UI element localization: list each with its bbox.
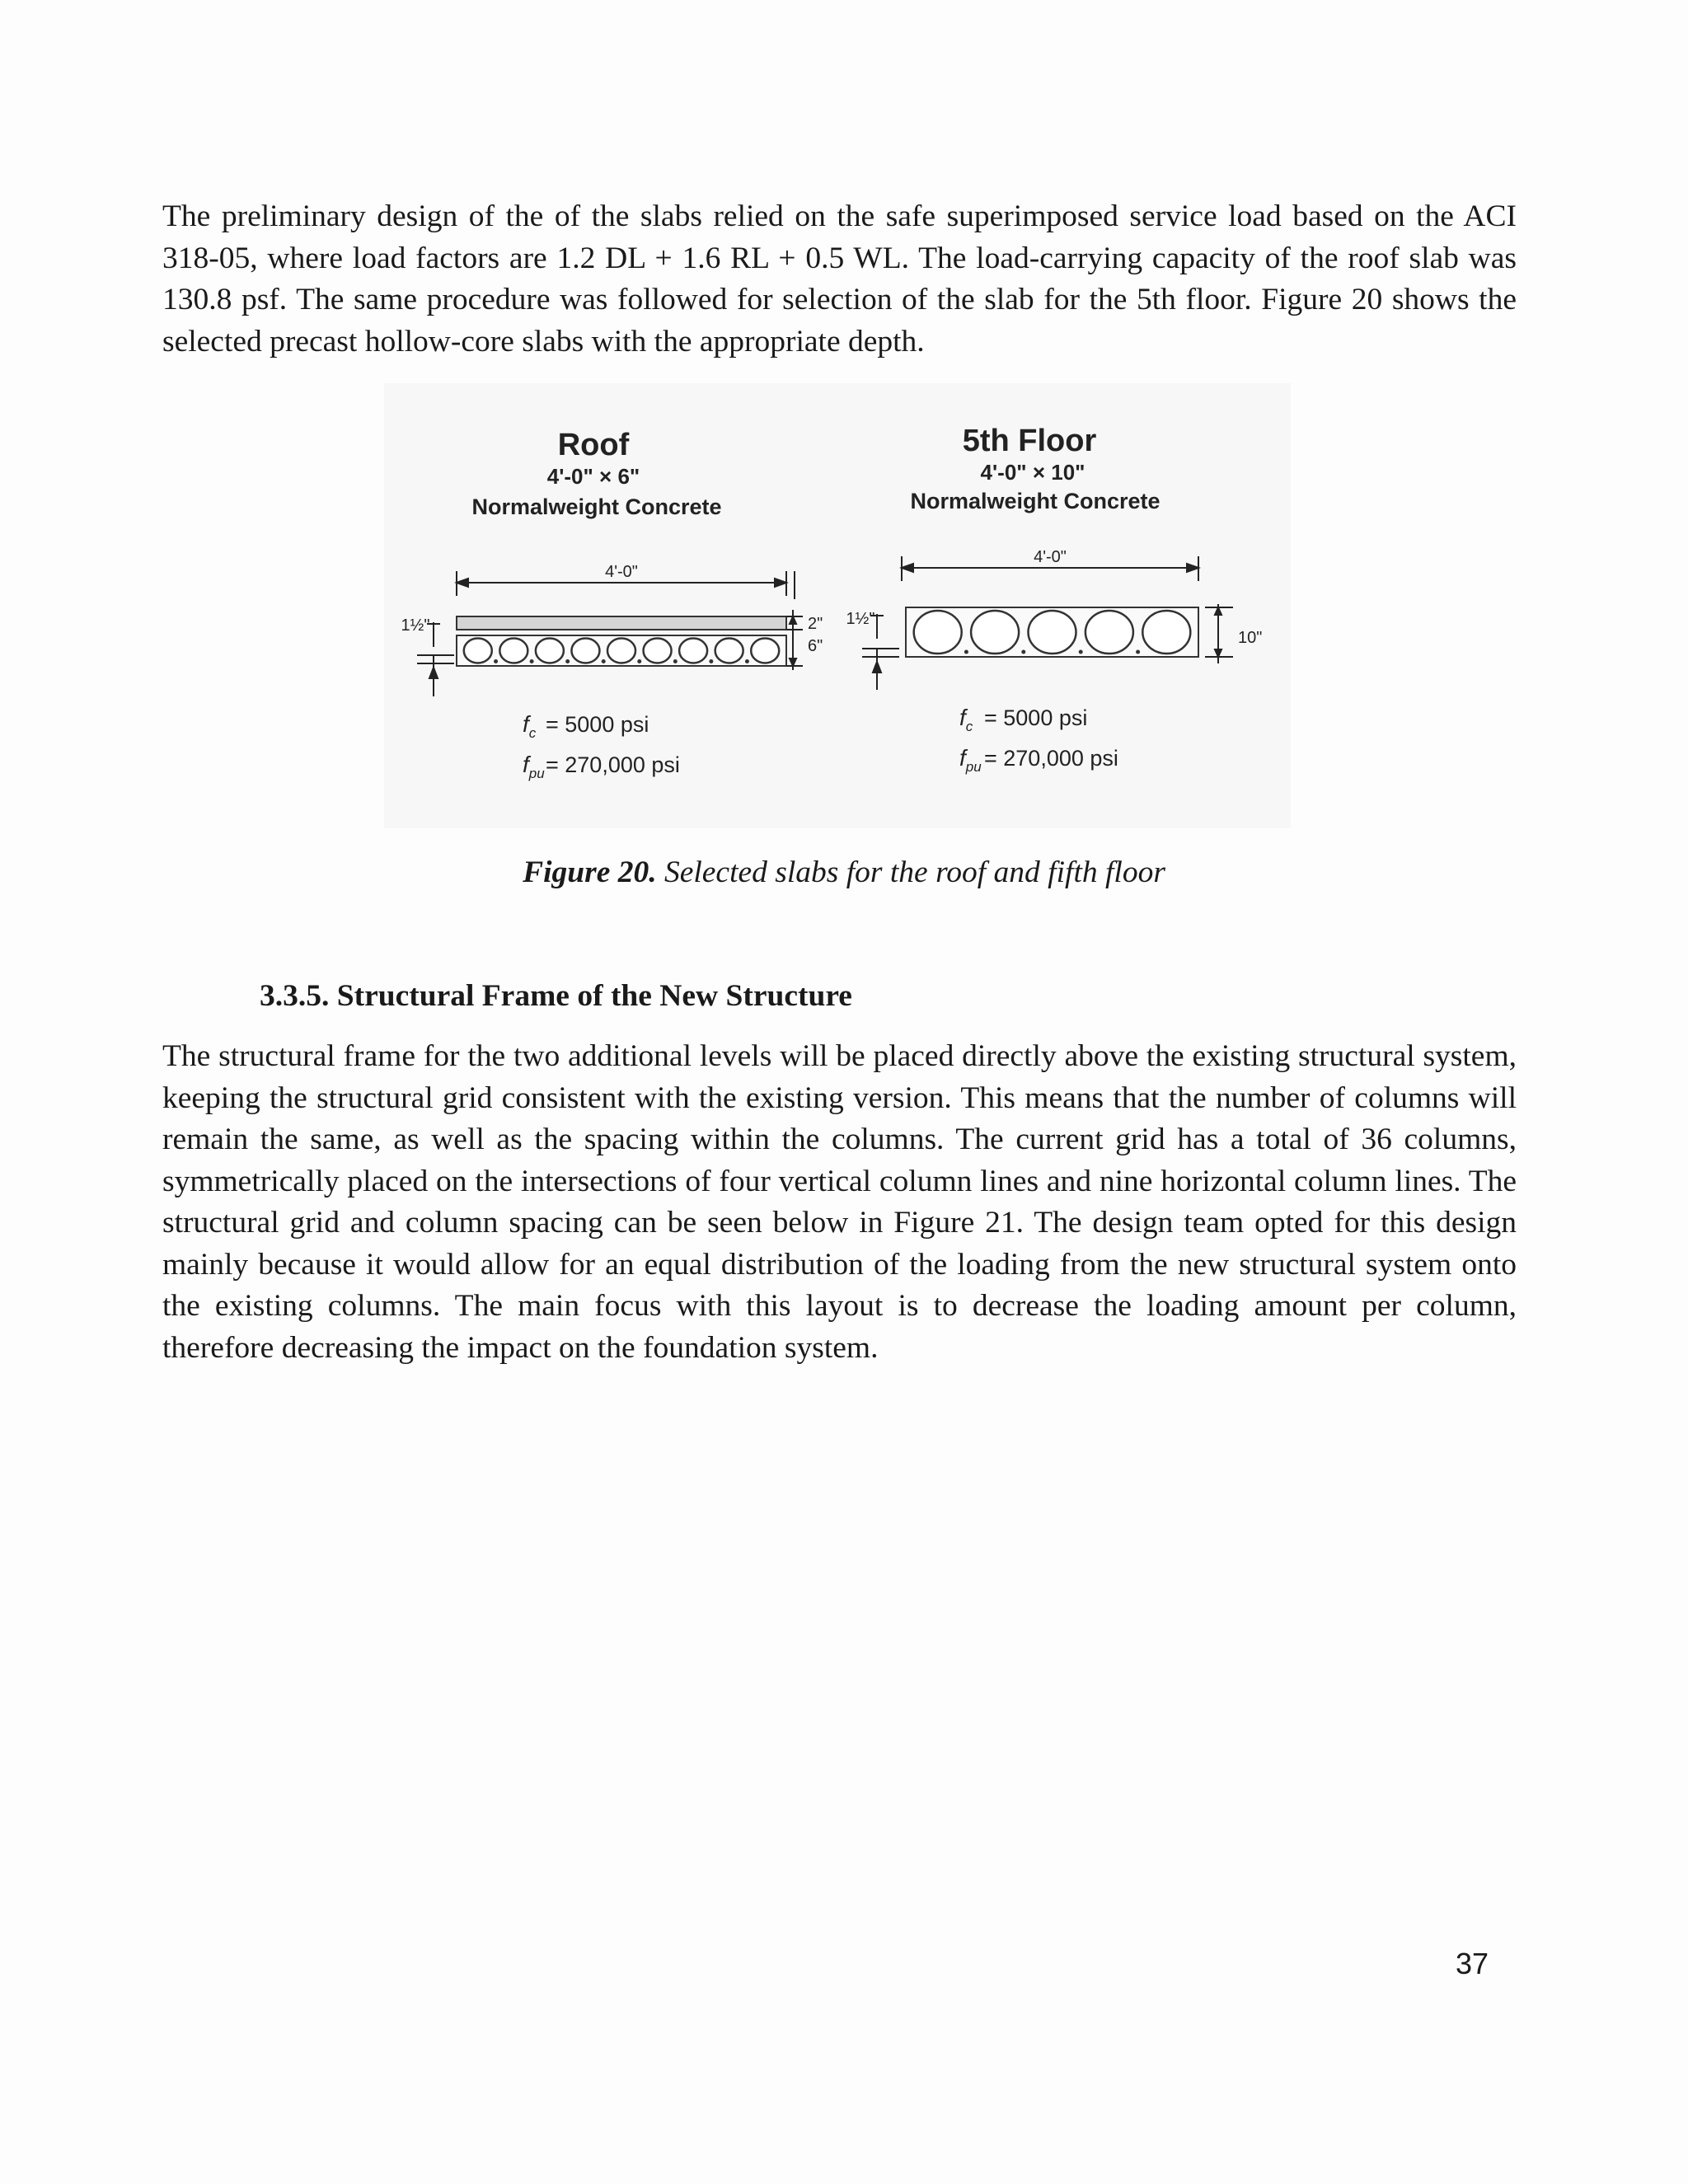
hollow-core [914,611,962,654]
roof-cores [464,639,779,664]
section-heading: 3.3.5. Structural Frame of the New Structure [260,979,852,1013]
core-dot [530,659,534,663]
hollow-core [1142,611,1190,654]
figure-caption-text: Selected slabs for the roof and fifth floor [656,855,1165,889]
page-number: 37 [1455,1947,1489,1980]
fifth-floor-fc-symbol: f [959,705,966,730]
hollow-core [571,639,599,663]
core-dot [494,659,498,663]
core-dot [745,659,749,663]
core-dot [1136,650,1140,654]
roof-topping-label: 2" [808,615,823,633]
core-dot [637,659,641,663]
slab-figure [384,383,1291,828]
fifth-floor-cores [914,611,1191,654]
hollow-core [751,639,779,663]
roof-depth-dimension [786,610,803,670]
roof-width-label: 4'-0" [605,563,638,581]
svg-text:fc [959,705,973,734]
hollow-core [644,639,672,663]
hollow-core [499,639,528,663]
fifth-floor-title: 5th Floor [962,424,1097,458]
hollow-core [464,639,492,663]
hollow-core [971,611,1019,654]
hollow-core [1029,611,1076,654]
figure-caption-label: Figure 20. [523,855,657,889]
fifth-floor-fpu-symbol: f [959,745,966,771]
fifth-floor-fpu-property [959,745,1118,775]
core-dot [1021,650,1025,654]
roof-bearing-label: 1½" [401,616,430,635]
intro-paragraph: The preliminary design of the of the slabs relied on the safe superimposed service load based on the ACI 318-05, where load factors are 1.2 DL + 1.6 RL + 0.5 WL. The load-carrying capacity of the roof slab was 130.8 psf. The same procedure was followed for selection of the slab for the 5th floor. Figure 20 shows the selected precast hollow-core slabs with the appropriate depth. [162,199,1517,359]
figure-caption [0,855,1688,891]
roof-fpu-property [523,752,680,781]
fifth-floor-fc-sub: c [965,719,973,734]
hollow-core [607,639,635,663]
fifth-floor-width-label: 4'-0" [1034,548,1067,566]
roof-depth-label: 6" [808,637,823,655]
fifth-floor-fpu-sub: pu [965,759,982,775]
fifth-floor-depth-dimension [1205,604,1233,663]
core-dot [565,659,570,663]
fifth-floor-material: Normalweight Concrete [910,489,1160,513]
fifth-floor-fpu-value: = 270,000 psi [984,746,1118,771]
core-dot [709,659,713,663]
roof-fpu-symbol: f [523,752,529,777]
roof-title: Roof [557,428,630,462]
hollow-core [1085,611,1133,654]
fifth-floor-depth-label: 10" [1238,629,1263,647]
hollow-core [679,639,707,663]
body-paragraph: The structural frame for the two additional levels will be placed directly above the existing structural system, keeping the structural grid consistent with the existing version. This means that the number of columns will remain the same, as well as the spacing within the columns. The current grid has a total of 36 columns, symmetrically placed on the intersections of four vertical column lines and nine horizontal column lines. The structural grid and column spacing can be seen below in Figure 21. The design team opted for this design mainly because it would allow for an equal distribution of the loading from the new structural system onto the existing columns. The main focus with this layout is to decrease the loading amount per column, therefore decreasing the impact on the foundation system. [162,1039,1517,1365]
fifth-floor-size: 4'-0" × 10" [980,460,1085,485]
roof-fpu-value: = 270,000 psi [546,752,680,777]
core-dot [1079,650,1083,654]
roof-fc-property [523,711,649,741]
roof-fpu-sub: pu [528,766,545,781]
svg-text:fc [523,711,537,741]
roof-fc-sub: c [528,725,537,741]
roof-fc-symbol: f [523,711,529,737]
roof-size: 4'-0" × 6" [546,464,640,489]
core-dot [673,659,678,663]
hollow-core [536,639,564,663]
roof-fc-value: = 5000 psi [546,712,649,737]
fifth-floor-fc-property [959,705,1087,734]
core-dot [602,659,606,663]
roof-material: Normalweight Concrete [471,494,722,519]
roof-topping [457,616,786,630]
fifth-floor-fc-value: = 5000 psi [984,705,1088,730]
fifth-floor-bearing-label: 1½" [846,610,875,628]
core-dot [964,650,968,654]
hollow-core [715,639,743,663]
svg-text:fpu [523,752,545,781]
svg-text:fpu [959,745,982,775]
